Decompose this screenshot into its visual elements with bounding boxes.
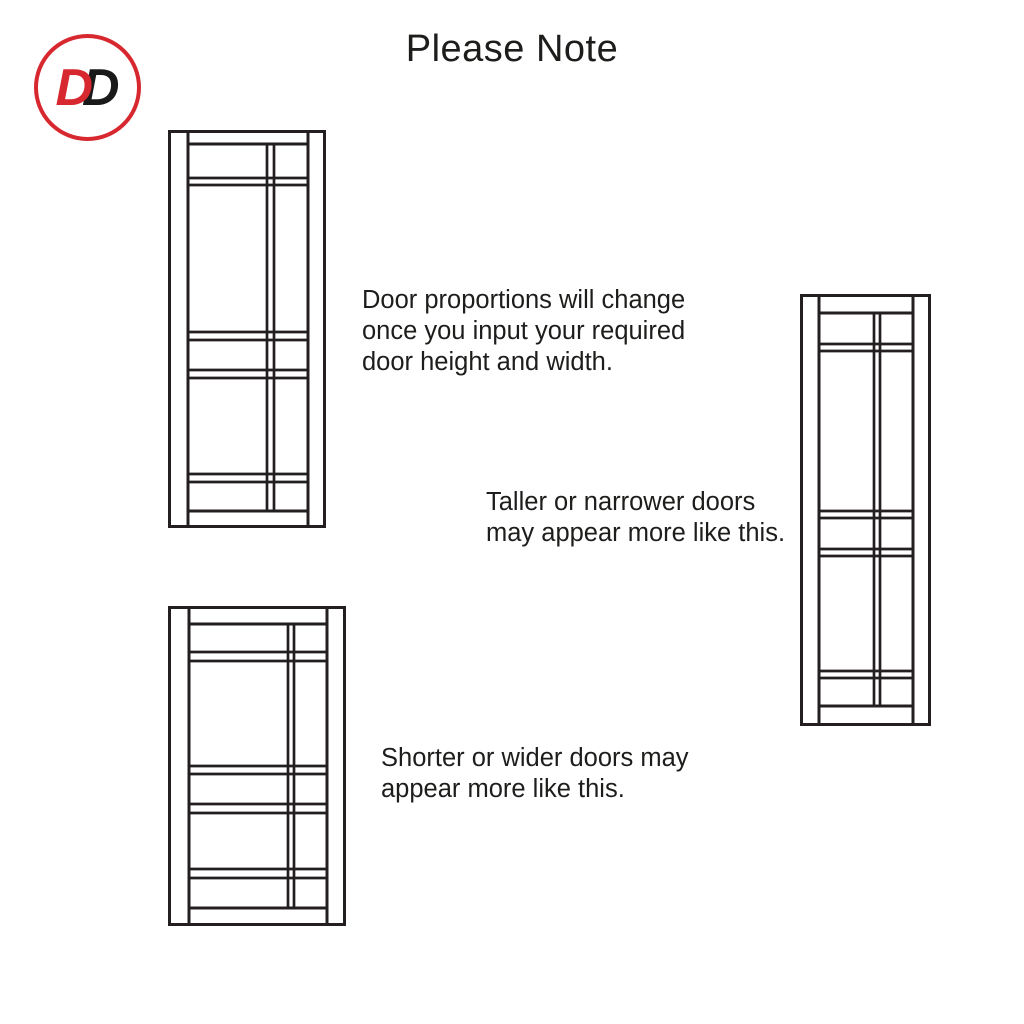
door-diagram-original (168, 130, 326, 528)
note-text-line: Taller or narrower doors (486, 488, 756, 516)
note-text-line: Door proportions will change (362, 286, 686, 314)
note-door-proportions (362, 285, 685, 378)
logo-letter-d-red: D (55, 58, 93, 117)
note-text-line: Shorter or wider doors may (381, 744, 689, 772)
door-diagram-taller-narrower (800, 294, 931, 726)
logo-letter-d-black: D (82, 58, 120, 117)
note-text-line: once you input your required (362, 317, 686, 345)
note-text-line: appear more like this. (381, 775, 625, 803)
note-text-line: door height and width. (362, 348, 613, 376)
door-diagram-shorter-wider (168, 606, 346, 926)
note-text-line: may appear more like this. (486, 519, 786, 547)
note-shorter-wider (381, 743, 689, 805)
note-taller-narrower (486, 487, 785, 549)
page-title: Please Note (405, 28, 619, 70)
